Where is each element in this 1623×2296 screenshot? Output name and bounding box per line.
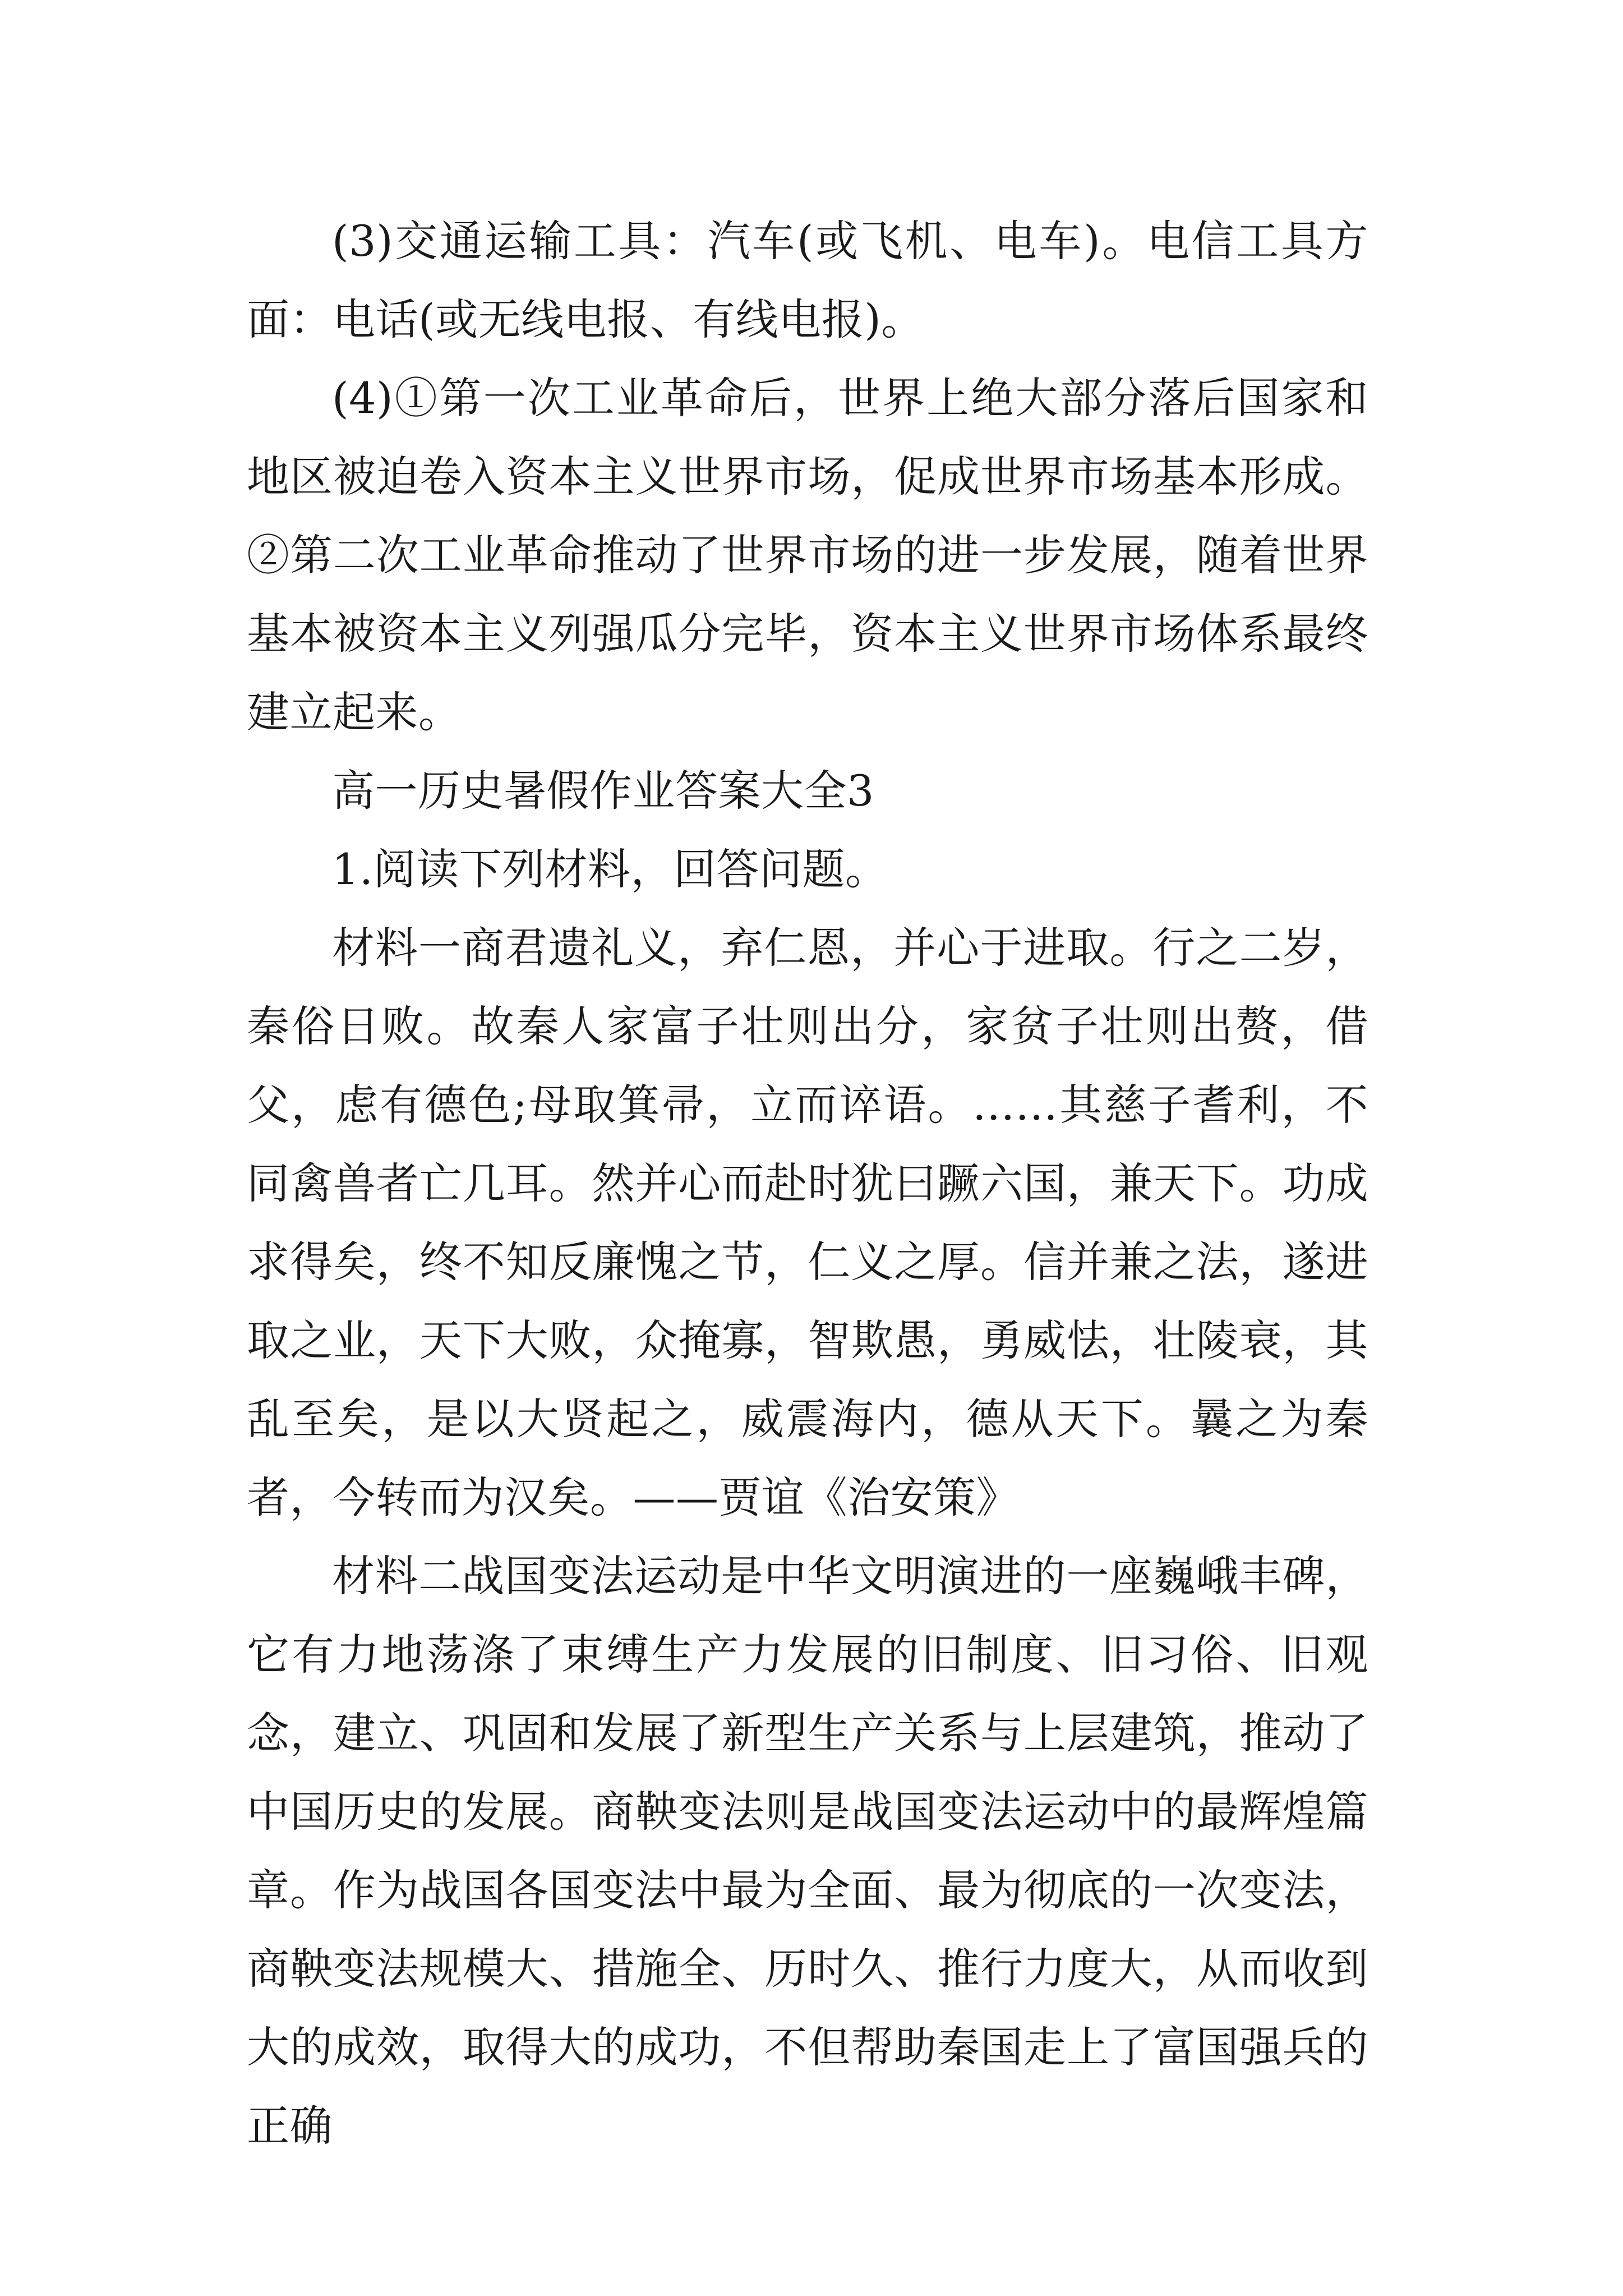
material-2: 材料二战国变法运动是中华文明演进的一座巍峨丰碑，它有力地荡涤了束缚生产力发展的旧制度、旧习俗、旧观念，建立、巩固和发展了新型生产关系与上层建筑，推动了中国历史的发展。商鞅变法则是战国变法运动中的最辉煌篇章。作为战国各国变法中最为全面、最为彻底的一次变法，商鞅变法规模大、措施全、历时久、推行力度大，从而收到大的成效，取得大的成功，不但帮助秦国走上了富国强兵的正确 [247, 1551, 1368, 2151]
document-body [247, 202, 1368, 2165]
paragraph-answer-3: (3)交通运输工具：汽车(或飞机、电车)。电信工具方面：电话(或无线电报、有线电报)。 [247, 216, 1368, 344]
material-1: 材料一商君遗礼义，弃仁恩，并心于进取。行之二岁，秦俗日败。故秦人家富子壮则出分，家贫子壮则出赘，借父，虑有德色;母取箕帚，立而谇语。……其慈子耆利，不同禽兽者亡几耳。然并心而赴时犹曰蹶六国，兼天下。功成求得矣，终不知反廉愧之节，仁义之厚。信并兼之法，遂进取之业，天下大败，众掩寡，智欺愚，勇威怯，壮陵衰，其乱至矣，是以大贤起之，威震海内，德从天下。曩之为秦者，今转而为汉矣。——贾谊《治安策》 [247, 923, 1368, 1522]
question-1: 1.阅读下列材料，回答问题。 [332, 844, 888, 894]
paragraph-answer-4: (4)①第一次工业革命后，世界上绝大部分落后国家和地区被迫卷入资本主义世界市场，促成世界市场基本形成。②第二次工业革命推动了世界市场的进一步发展，随着世界基本被资本主义列强瓜分完毕，资本主义世界市场体系最终建立起来。 [247, 373, 1368, 737]
section-heading: 高一历史暑假作业答案大全3 [332, 766, 874, 816]
